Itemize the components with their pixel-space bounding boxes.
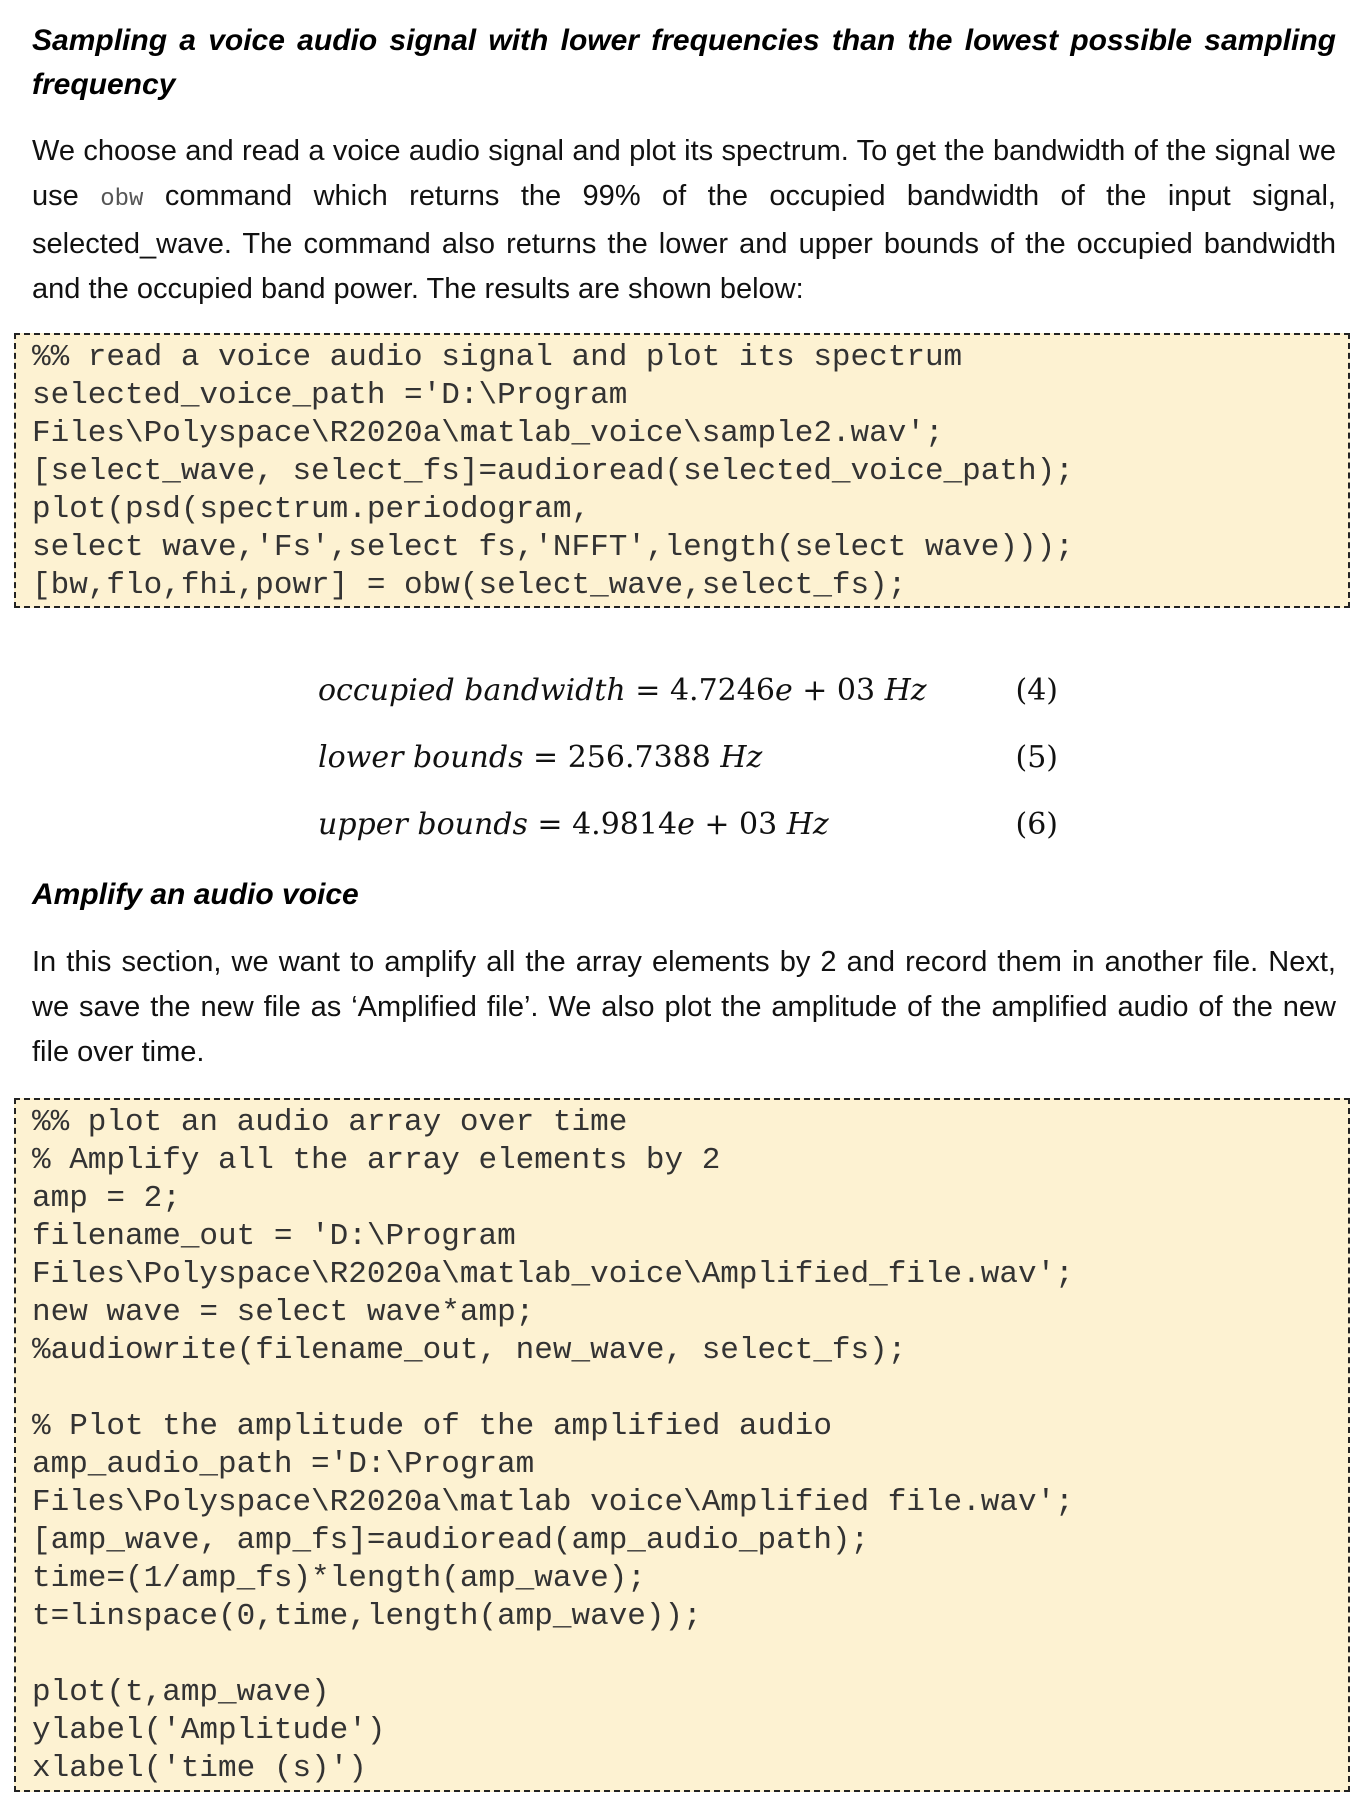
equation-value: 4.7246 [669, 673, 775, 708]
code-block-read-voice [14, 333, 1350, 608]
code-line: %% plot an audio array over time [32, 1105, 628, 1140]
section-paragraph-sampling [32, 129, 1336, 312]
code-line: amp_audio_path ='D:\Program [32, 1447, 535, 1482]
code-line: filename_out = 'D:\Program [32, 1219, 516, 1254]
equation-occupied-bandwidth: occupied bandwidth = 4.7246e + 03 Hz (4) [318, 673, 1058, 708]
section-paragraph-amplify: In this section, we want to amplify all the array elements by 2 and record them in another file. Next, we save the new file as ‘Amplified file’. We also plot the amplitude of the amplified audio of the new file over time. [32, 946, 1336, 1068]
code-line: Files\Polyspace\R2020a\matlab voice\Amplified file.wav'; [32, 1485, 1074, 1520]
code-line: %audiowrite(filename_out, new_wave, select_fs); [32, 1333, 907, 1368]
code-line: %% read a voice audio signal and plot its spectrum [32, 340, 963, 375]
code-line: amp = 2; [32, 1181, 181, 1216]
code-line: [amp_wave, amp_fs]=audioread(amp_audio_path); [32, 1523, 870, 1558]
section-heading-amplify: Amplify an audio voice [32, 878, 359, 911]
equation-unit: Hz [786, 807, 829, 842]
section-heading-sampling: Sampling a voice audio signal with lower frequencies than the lowest possible sampling frequency [32, 24, 1336, 101]
equation-value: 256.7388 [567, 740, 721, 775]
equation-label: lower bounds [318, 740, 524, 775]
equation-lower-bounds: lower bounds = 256.7388 Hz (5) [318, 740, 1058, 775]
equation-unit: Hz [884, 673, 927, 708]
code-line: ylabel('Amplitude') [32, 1713, 386, 1748]
code-line: select wave,'Fs',select fs,'NFFT',length(select wave))); [32, 530, 1074, 565]
equation-upper-bounds: upper bounds = 4.9814e + 03 Hz (6) [318, 807, 1058, 842]
code-line: selected_voice_path ='D:\Program [32, 378, 628, 413]
code-line: Files\Polyspace\R2020a\matlab_voice\Amplified_file.wav'; [32, 1257, 1074, 1292]
equation-label: occupied bandwidth [318, 673, 626, 708]
equation-label: upper bounds [318, 807, 528, 842]
equation-value: 4.9814 [572, 807, 678, 842]
code-block-amplify [14, 1098, 1350, 1792]
code-line: new wave = select wave*amp; [32, 1295, 535, 1330]
code-line: [select_wave, select_fs]=audioread(selected_voice_path); [32, 454, 1074, 489]
equation-unit: Hz [720, 740, 763, 775]
equation-number: (6) [1015, 807, 1058, 842]
code-line: time=(1/amp_fs)*length(amp_wave); [32, 1561, 646, 1596]
code-line-blank [32, 1370, 1332, 1408]
code-line: % Amplify all the array elements by 2 [32, 1143, 721, 1178]
code-line: plot(t,amp_wave) [32, 1675, 330, 1710]
inline-code-obw: obw [100, 186, 144, 213]
code-line-blank [32, 1636, 1332, 1674]
code-line: Files\Polyspace\R2020a\matlab_voice\sample2.wav'; [32, 416, 944, 451]
paragraph-text-before: We choose and read a voice audio signal and plot its spectrum. To get the bandwidth of the signal we use [32, 135, 1336, 212]
code-line: xlabel('time (s)') [32, 1751, 367, 1786]
code-line: t=linspace(0,time,length(amp_wave)); [32, 1599, 702, 1634]
equation-number: (4) [1015, 673, 1058, 708]
equation-number: (5) [1015, 740, 1058, 775]
code-line: % Plot the amplitude of the amplified audio [32, 1409, 832, 1444]
code-line: [bw,flo,fhi,powr] = obw(select_wave,select_fs); [32, 568, 907, 603]
paragraph-text-after: command which returns the 99% of the occupied bandwidth of the input signal, selected_wave. The command also returns the lower and upper bounds of the occupied bandwidth and the occupied band power. The results are shown below: [32, 180, 1336, 305]
code-line: plot(psd(spectrum.periodogram, [32, 492, 591, 527]
